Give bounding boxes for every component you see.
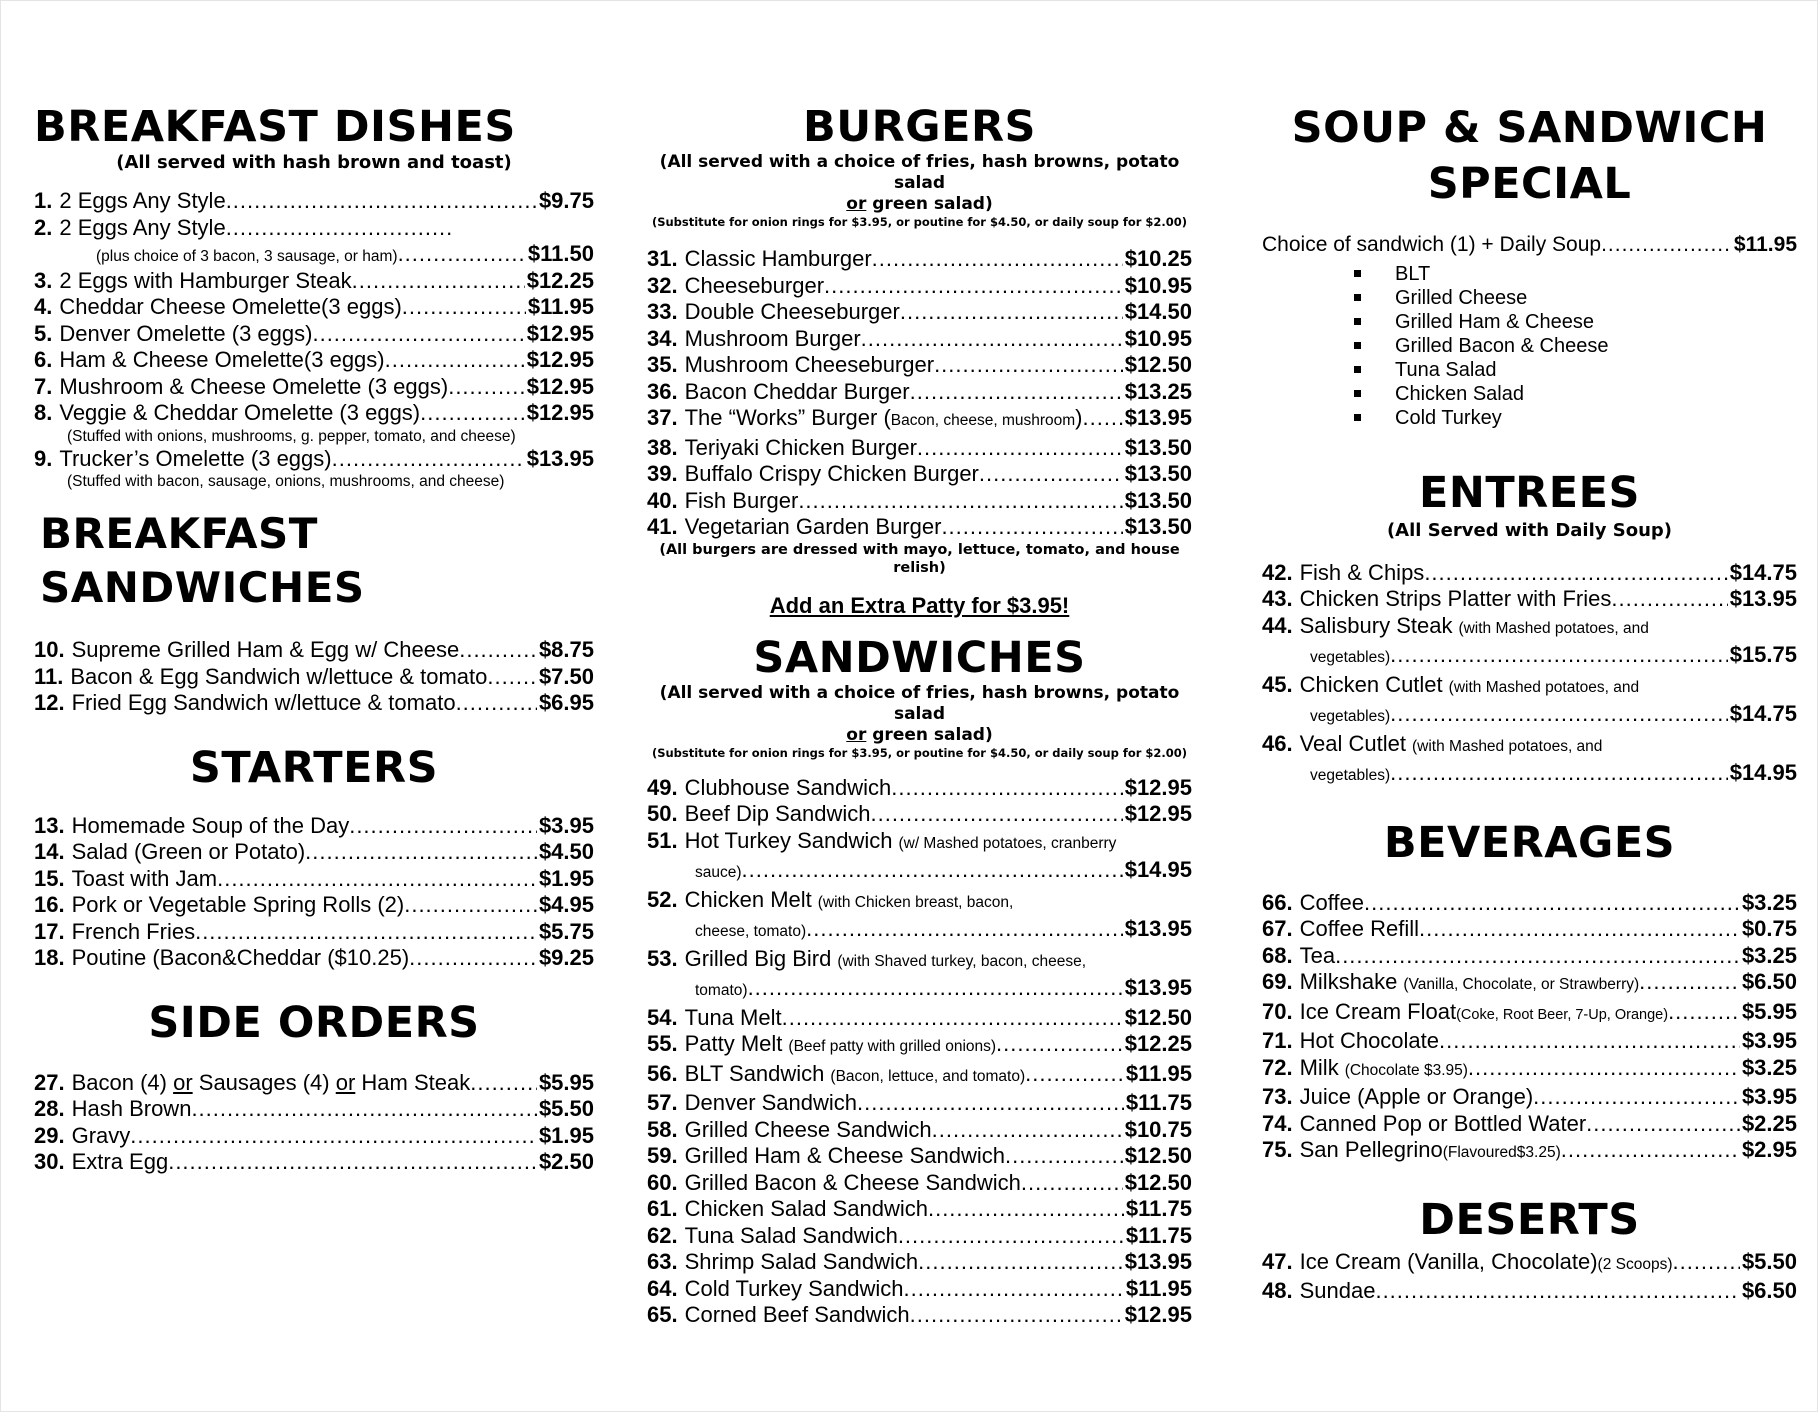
- menu-item: 28. Hash Brown ..... $5.50: [34, 1096, 594, 1123]
- section-note-small: (Substitute for onion rings for $3.95, or poutine for $4.50, or daily soup for $2.00): [651, 745, 1188, 760]
- menu-item: 60. Grilled Bacon & Cheese Sandwich ..... $12.50: [647, 1170, 1192, 1197]
- menu-item: 40. Fish Burger ..... $13.50: [647, 488, 1192, 515]
- menu-item: 17. French Fries ..... $5.75: [34, 919, 594, 946]
- menu-item: 73. Juice (Apple or Orange) ..... $3.95: [1262, 1084, 1797, 1111]
- menu-item: 38. Teriyaki Chicken Burger ..... $13.50: [647, 435, 1192, 462]
- menu-item-detail: (Stuffed with onions, mushrooms, g. pepper, tomato, and cheese): [67, 427, 516, 445]
- menu-item-continuation: tomato) ..... $13.95: [647, 975, 1192, 1005]
- menu-item-continuation: cheese, tomato) ..... $13.95: [647, 916, 1192, 946]
- section-title: BEVERAGES: [1383, 817, 1676, 868]
- burgers-section: [647, 100, 1192, 619]
- menu-item-detail: (Stuffed with bacon, sausage, onions, mushrooms, and cheese): [67, 473, 505, 490]
- special-options-list: [1354, 262, 1797, 430]
- menu-item: 29. Gravy ..... $1.95: [34, 1123, 594, 1150]
- menu-item: 48. Sundae ..... $6.50: [1262, 1278, 1797, 1305]
- list-item: Grilled Bacon & Cheese: [1354, 334, 1797, 358]
- section-title: SOUP & SANDWICH SPECIAL: [1291, 103, 1768, 209]
- menu-item: 10. Supreme Grilled Ham & Egg w/ Cheese ..... $8.75: [34, 637, 594, 664]
- bullet-square-icon: [1354, 414, 1361, 421]
- menu-item: 2. 2 Eggs Any Style .....: [34, 215, 594, 242]
- bullet-square-icon: [1354, 342, 1361, 349]
- menu-item: 68. Tea ..... $3.25: [1262, 943, 1797, 970]
- menu-item: 70. Ice Cream Float (Coke, Root Beer, 7-Up, Orange) ..... $5.95: [1262, 999, 1797, 1029]
- extra-patty-offer: Add an Extra Patty for $3.95!: [769, 592, 1070, 618]
- menu-item: 69. Milkshake (Vanilla, Chocolate, or Strawberry) ..... $6.50: [1262, 969, 1797, 999]
- menu-item: 45. Chicken Cutlet (with Mashed potatoes, and: [1262, 671, 1640, 697]
- list-item: Cold Turkey: [1354, 406, 1797, 430]
- section-title: STARTERS: [189, 742, 439, 793]
- bullet-square-icon: [1354, 390, 1361, 397]
- menu-item: 56. BLT Sandwich (Bacon, lettuce, and tomato) ..... $11.95: [647, 1061, 1192, 1091]
- menu-item: 58. Grilled Cheese Sandwich ..... $10.75: [647, 1117, 1192, 1144]
- menu-item: 57. Denver Sandwich ..... $11.75: [647, 1090, 1192, 1117]
- section-title: SIDE ORDERS: [148, 997, 480, 1048]
- menu-item: 55. Patty Melt (Beef patty with grilled onions) ..... $12.25: [647, 1031, 1192, 1061]
- column-left: [34, 100, 594, 1176]
- menu-item: 27. Bacon (4) or Sausages (4) or Ham Steak ..... $5.95: [34, 1070, 594, 1097]
- menu-item: 6. Ham & Cheese Omelette(3 eggs) ..... $12.95: [34, 347, 594, 374]
- menu-item: 1. 2 Eggs Any Style ..... $9.75: [34, 188, 594, 215]
- burgers-footnote: (All burgers are dressed with mayo, lettuce, tomato, and house relish): [659, 541, 1180, 576]
- list-item: Grilled Ham & Cheese: [1354, 310, 1797, 334]
- menu-item: 14. Salad (Green or Potato) ..... $4.50: [34, 839, 594, 866]
- entrees-section: [1262, 466, 1797, 790]
- menu-item: 67. Coffee Refill ..... $0.75: [1262, 916, 1797, 943]
- menu-item: 5. Denver Omelette (3 eggs) ..... $12.95: [34, 321, 594, 348]
- menu-item: 44. Salisbury Steak (with Mashed potatoes, and: [1262, 612, 1649, 638]
- menu-item: 62. Tuna Salad Sandwich ..... $11.75: [647, 1223, 1192, 1250]
- special-choice: Choice of sandwich (1) + Daily Soup ..... $11.95: [1262, 232, 1797, 259]
- menu-item: 8. Veggie & Cheddar Omelette (3 eggs) ..... $12.95: [34, 400, 594, 427]
- section-note-small: (Substitute for onion rings for $3.95, or poutine for $4.50, or daily soup for $2.00): [651, 215, 1188, 229]
- menu-item: 33. Double Cheeseburger ..... $14.50: [647, 299, 1192, 326]
- section-note: (All served with a choice of fries, hash browns, potato salad or green salad): [659, 152, 1180, 214]
- menu-item-continuation: vegetables) ..... $14.75: [1262, 701, 1797, 731]
- menu-item-continuation: vegetables) ..... $14.95: [1262, 760, 1797, 790]
- column-middle: [647, 100, 1192, 1329]
- menu-item: 54. Tuna Melt ..... $12.50: [647, 1005, 1192, 1032]
- menu-item: 3. 2 Eggs with Hamburger Steak ..... $12.25: [34, 268, 594, 295]
- menu-item: 39. Buffalo Crispy Chicken Burger ..... $13.50: [647, 461, 1192, 488]
- menu-item: 18. Poutine (Bacon&Cheddar ($10.25) ..... $9.25: [34, 945, 594, 972]
- menu-item: 34. Mushroom Burger ..... $10.95: [647, 326, 1192, 353]
- section-title: BURGERS: [802, 102, 1037, 152]
- menu-item: 72. Milk (Chocolate $3.95) ..... $3.25: [1262, 1055, 1797, 1085]
- menu-item: 4. Cheddar Cheese Omelette(3 eggs) ..... $11.95: [34, 294, 594, 321]
- list-item: Chicken Salad: [1354, 382, 1797, 406]
- menu-item: 64. Cold Turkey Sandwich ..... $11.95: [647, 1276, 1192, 1303]
- menu-item: 51. Hot Turkey Sandwich (w/ Mashed potatoes, cranberry: [647, 827, 1117, 853]
- section-note: (All served with a choice of fries, hash browns, potato salad or green salad): [659, 682, 1180, 745]
- bullet-square-icon: [1354, 270, 1361, 277]
- menu-item: 9. Trucker’s Omelette (3 eggs) ..... $13.95: [34, 446, 594, 473]
- section-title: SANDWICHES: [753, 632, 1086, 683]
- section-title: BREAKFAST SANDWICHES: [40, 509, 365, 612]
- breakfast-sandwiches-section: [34, 507, 594, 717]
- menu-item: 36. Bacon Cheddar Burger ..... $13.25: [647, 379, 1192, 406]
- soup-sandwich-section: [1262, 100, 1797, 430]
- menu-item-continuation: vegetables) ..... $15.75: [1262, 642, 1797, 672]
- menu-item: 30. Extra Egg ..... $2.50: [34, 1149, 594, 1176]
- menu-item: 71. Hot Chocolate ..... $3.95: [1262, 1028, 1797, 1055]
- menu-item: 11. Bacon & Egg Sandwich w/lettuce & tomato ..... $7.50: [34, 664, 594, 691]
- menu-item: 37. The “Works” Burger (Bacon, cheese, mushroom) ..... $13.95: [647, 405, 1192, 435]
- menu-item: 65. Corned Beef Sandwich ..... $12.95: [647, 1302, 1192, 1329]
- menu-item: 42. Fish & Chips ..... $14.75: [1262, 560, 1797, 587]
- menu-item: 13. Homemade Soup of the Day ..... $3.95: [34, 813, 594, 840]
- bullet-square-icon: [1354, 366, 1361, 373]
- bullet-square-icon: [1354, 318, 1361, 325]
- menu-item: 47. Ice Cream (Vanilla, Chocolate) (2 Scoops) ..... $5.50: [1262, 1249, 1797, 1279]
- menu-item: 16. Pork or Vegetable Spring Rolls (2) ..... $4.95: [34, 892, 594, 919]
- menu-item: 61. Chicken Salad Sandwich ..... $11.75: [647, 1196, 1192, 1223]
- list-item: Tuna Salad: [1354, 358, 1797, 382]
- menu-item: 15. Toast with Jam ..... $1.95: [34, 866, 594, 893]
- menu-item: 52. Chicken Melt (with Chicken breast, bacon,: [647, 886, 1014, 912]
- side-orders-section: [34, 996, 594, 1176]
- section-title: ENTREES: [1418, 467, 1641, 518]
- menu-item: 59. Grilled Ham & Cheese Sandwich ..... $12.50: [647, 1143, 1192, 1170]
- menu-item: 74. Canned Pop or Bottled Water ..... $2.25: [1262, 1111, 1797, 1138]
- menu-item: 66. Coffee ..... $3.25: [1262, 890, 1797, 917]
- starters-section: [34, 741, 594, 972]
- bullet-square-icon: [1354, 294, 1361, 301]
- list-item: Grilled Cheese: [1354, 286, 1797, 310]
- section-note: (All Served with Daily Soup): [1386, 519, 1673, 541]
- menu-item: 75. San Pellegrino (Flavoured$3.25) ..... $2.95: [1262, 1137, 1797, 1167]
- menu-item: 32. Cheeseburger ..... $10.95: [647, 273, 1192, 300]
- column-right: [1262, 100, 1797, 1305]
- section-title: BREAKFAST DISHES: [34, 102, 516, 152]
- section-title: DESERTS: [1419, 1194, 1640, 1245]
- menu-item: 31. Classic Hamburger ..... $10.25: [647, 246, 1192, 273]
- menu-item: 41. Vegetarian Garden Burger ..... $13.50: [647, 514, 1192, 541]
- menu-item-continuation: sauce) ..... $14.95: [647, 857, 1192, 887]
- list-item: BLT: [1354, 262, 1797, 286]
- sandwiches-section: [647, 631, 1192, 1329]
- menu-item-continuation: (plus choice of 3 bacon, 3 sausage, or ham) ..... $11.50: [34, 241, 594, 268]
- menu-item: 7. Mushroom & Cheese Omelette (3 eggs) ..... $12.95: [34, 374, 594, 401]
- beverages-section: [1262, 816, 1797, 1167]
- menu-item: 12. Fried Egg Sandwich w/lettuce & tomato ..... $6.95: [34, 690, 594, 717]
- menu-item: 46. Veal Cutlet (with Mashed potatoes, and: [1262, 730, 1603, 756]
- menu-item: 49. Clubhouse Sandwich ..... $12.95: [647, 775, 1192, 802]
- deserts-section: [1262, 1193, 1797, 1305]
- menu-item: 53. Grilled Big Bird (with Shaved turkey, bacon, cheese,: [647, 945, 1087, 971]
- section-note: (All served with hash brown and toast): [116, 152, 512, 173]
- menu-item: 35. Mushroom Cheeseburger ..... $12.50: [647, 352, 1192, 379]
- menu-item: 63. Shrimp Salad Sandwich ..... $13.95: [647, 1249, 1192, 1276]
- menu-item: 43. Chicken Strips Platter with Fries ..... $13.95: [1262, 586, 1797, 613]
- breakfast-dishes-section: [34, 100, 594, 491]
- menu-item: 50. Beef Dip Sandwich ..... $12.95: [647, 801, 1192, 828]
